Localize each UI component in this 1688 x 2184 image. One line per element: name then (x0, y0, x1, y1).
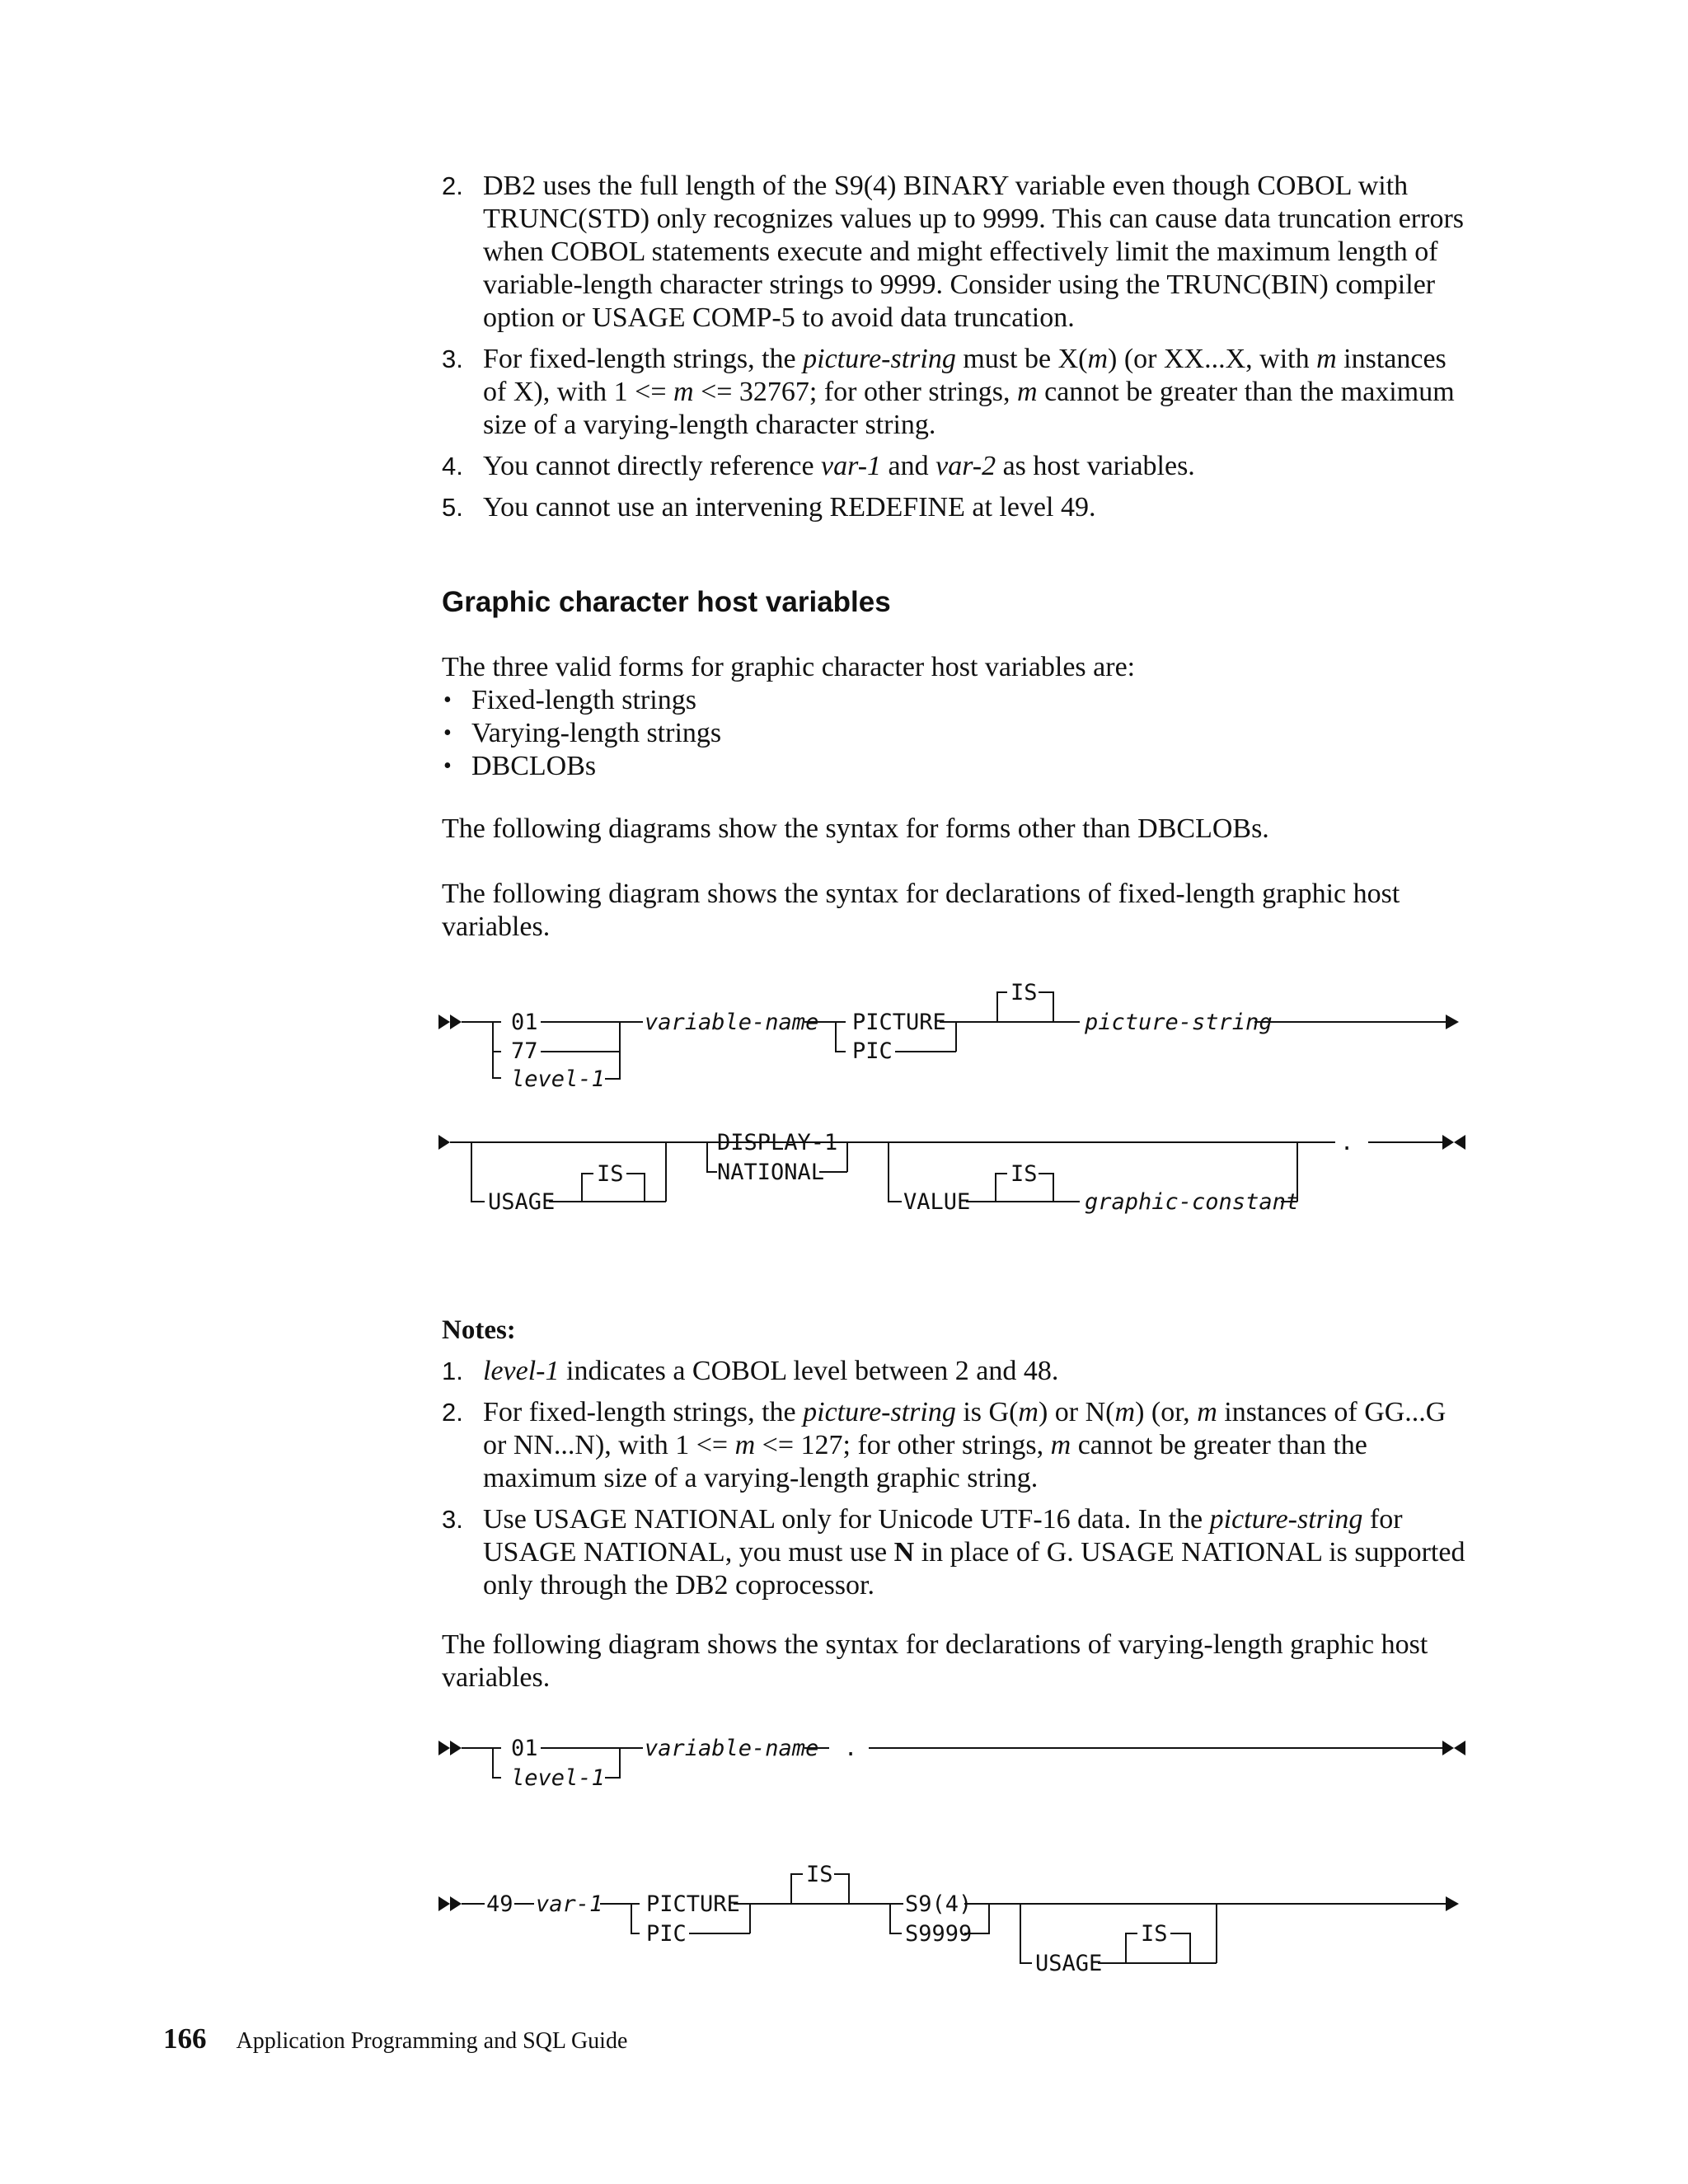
form-list-item: • Varying-length strings (442, 717, 1472, 750)
page-number: 166 (163, 2022, 207, 2055)
top-note-text: For fixed-length strings, the picture-string must be X(m) (or XX...X, with m instances of X), with 1 <= m <= 32767; for other strings, m cannot be greater than the maximum size of a varying-length character string. (483, 344, 1455, 440)
fixed-note-text: Use USAGE NATIONAL only for Unicode UTF-16 data. In the picture-string for USAGE NATIONAL, you must use N in place of G. USAGE NATIONAL is supported only through the DB2 coprocessor. (483, 1504, 1465, 1601)
start-arrow-var (438, 1741, 450, 1755)
fixed-note-number: 3. (442, 1505, 463, 1534)
start-arrow-2 (450, 1015, 462, 1029)
display-1-option: DISPLAY-1 (717, 1130, 838, 1155)
fixed-notes-block (442, 1314, 1472, 1610)
var-pic-keyword: PIC (646, 1921, 687, 1947)
form-list-item: • DBCLOBs (442, 750, 1472, 783)
top-note-text: You cannot directly reference var-1 and var-2 as host variables. (483, 451, 1195, 481)
fixed-note-text: For fixed-length strings, the picture-string is G(m) or N(m) (or, m instances of GG...G or NN...N), with 1 <= m <= 127; for other strings, m cannot be greater than the maximum size of a varying-length graphic string. (483, 1397, 1447, 1493)
continue-start-arrow (438, 1135, 450, 1150)
usage-keyword: USAGE (488, 1189, 556, 1215)
fixed-note-item (442, 1396, 1472, 1495)
varying-diagram-row2 (438, 1862, 1459, 1976)
start-arrow-var-2 (450, 1741, 462, 1755)
fixed-intro-text: The following diagram shows the syntax for declarations of fixed-length graphic host variables. (442, 879, 1400, 942)
start-arrow-49 (438, 1896, 450, 1911)
varying-intro-para (442, 1629, 1472, 1694)
period-2: . (844, 1736, 858, 1761)
top-note-number: 5. (442, 493, 463, 522)
picture-string-term: picture-string (1085, 1010, 1273, 1035)
fixed-diagram-row2 (438, 1130, 1465, 1215)
page-footer (163, 2022, 627, 2055)
is-keyword-2: IS (597, 1161, 624, 1187)
fixed-note-text: level-1 indicates a COBOL level between 2 and 48. (483, 1356, 1059, 1386)
value-keyword: VALUE (903, 1189, 971, 1215)
var-usage-keyword: USAGE (1035, 1951, 1103, 1976)
notes-heading: Notes: (442, 1315, 516, 1345)
var-level-1-term: level-1 (511, 1765, 605, 1791)
is-keyword-3: IS (1010, 1161, 1038, 1187)
level-77: 77 (511, 1038, 538, 1064)
top-note-text: DB2 uses the full length of the S9(4) BINARY variable even though COBOL with TRUNC(STD) only recognizes values up to 9999. This can cause data truncation errors when COBOL statements execute and might effectively limit the maximum length of variable-length character strings to 9999. Consider using the TRUNC(BIN) compiler option or USAGE COMP-5 to avoid data truncation. (483, 171, 1464, 333)
forms-intro: The three valid forms for graphic character host variables are: (442, 652, 1136, 682)
fixed-notes-list (442, 1355, 1472, 1602)
top-note-number: 4. (442, 452, 463, 480)
fixed-note-number: 1. (442, 1357, 463, 1385)
fixed-note-item (442, 1503, 1472, 1602)
type-s9-4: S9(4) (905, 1891, 973, 1917)
picture-keyword: PICTURE (852, 1010, 946, 1035)
var-1-term: var-1 (536, 1891, 603, 1917)
book-title: Application Programming and SQL Guide (236, 2028, 628, 2054)
var-picture-keyword: PICTURE (646, 1891, 740, 1917)
type-s9999: S9999 (905, 1921, 973, 1947)
continue-arrow (1446, 1015, 1459, 1029)
end-arrow-1b (1454, 1135, 1465, 1150)
end-arrow-1 (1442, 1135, 1454, 1150)
start-arrow (438, 1015, 450, 1029)
top-note-number: 3. (442, 344, 463, 373)
level-01: 01 (511, 1010, 538, 1035)
var-level-01: 01 (511, 1736, 538, 1761)
fixed-note-item (442, 1355, 1472, 1388)
start-arrow-49b (450, 1896, 462, 1911)
period-1: . (1340, 1130, 1354, 1155)
other-forms-text: The following diagrams show the syntax for forms other than DBCLOBs. (442, 813, 1269, 844)
top-note-text: You cannot use an intervening REDEFINE at level 49. (483, 492, 1096, 523)
fixed-note-number: 2. (442, 1398, 463, 1427)
top-note-number: 2. (442, 171, 463, 200)
section-title: Graphic character host variables (442, 586, 891, 618)
graphic-constant-term: graphic-constant (1085, 1189, 1300, 1215)
end-arrow-2b (1454, 1741, 1465, 1755)
level-49: 49 (486, 1891, 513, 1917)
form-list-item: • Fixed-length strings (442, 684, 1472, 717)
is-keyword-1: IS (1010, 980, 1038, 1005)
var-is-keyword: IS (806, 1862, 833, 1887)
end-arrow-2 (1442, 1741, 1454, 1755)
varying-intro-text: The following diagram shows the syntax for declarations of varying-length graphic host variables. (442, 1629, 1428, 1693)
national-option: NATIONAL (717, 1160, 825, 1185)
continue-arrow-2 (1446, 1896, 1459, 1911)
fixed-diagram-row1 (438, 980, 1459, 1092)
var-variable-name-term: variable-name (645, 1736, 819, 1761)
level-1-term: level-1 (511, 1066, 605, 1092)
pic-keyword: PIC (852, 1038, 893, 1064)
var-usage-is: IS (1141, 1921, 1168, 1947)
varying-diagram-row1 (438, 1736, 1465, 1791)
variable-name-term: variable-name (645, 1010, 819, 1035)
